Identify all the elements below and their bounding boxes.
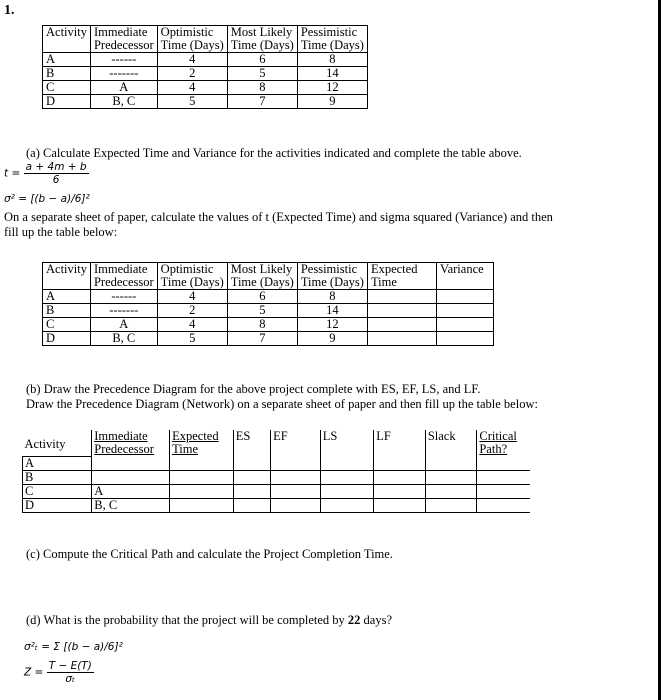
- table-row: B ------- 2 5 14: [43, 304, 494, 318]
- formula-sigma-t: σ²ₜ = Σ [(b − a)/6]²: [24, 641, 123, 653]
- table-row: D B, C 5 7 9: [43, 95, 368, 109]
- header-activity: Activity: [24, 437, 66, 451]
- part-b-line-1: (b) Draw the Precedence Diagram for the above project complete with ES, EF, LS, and LF.: [26, 382, 481, 396]
- variance-cell[interactable]: [436, 290, 493, 304]
- part-b-line-2: Draw the Precedence Diagram (Network) on a separate sheet of paper and then fill up the table below:: [26, 397, 538, 411]
- header-activity: Activity: [43, 263, 91, 290]
- formula-variance: σ² = [(b − a)/6]²: [4, 193, 90, 205]
- expected-cell[interactable]: [367, 318, 436, 332]
- header-predecessor: Immediate Predecessor: [92, 430, 170, 456]
- table-row: D B, C: [23, 498, 531, 512]
- header-most-likely: Most Likely Time (Days): [227, 263, 297, 290]
- header-critical-path: Critical Path?: [477, 430, 530, 456]
- table-row: B: [23, 470, 531, 484]
- table-row: C A 4 8 12: [43, 318, 494, 332]
- header-most-likely: Most Likely Time (Days): [227, 26, 297, 53]
- expected-cell[interactable]: [367, 290, 436, 304]
- header-expected: Expected Time: [367, 263, 436, 290]
- header-pessimistic: Pessimistic Time (Days): [297, 26, 367, 53]
- header-lf: LF: [374, 430, 426, 456]
- expected-cell[interactable]: [367, 304, 436, 318]
- table-row: C A: [23, 484, 531, 498]
- header-optimistic: Optimistic Time (Days): [157, 263, 227, 290]
- header-slack: Slack: [425, 430, 477, 456]
- expected-cell[interactable]: [367, 332, 436, 346]
- formula-z: Z = $\frac{T - E(T)}{\text{σₜ}}$: [24, 660, 92, 685]
- part-a-text: (a) Calculate Expected Time and Variance for the activities indicated and complete the table above.: [26, 146, 522, 160]
- activity-time-table: [42, 25, 368, 109]
- header-ef: EF: [271, 430, 321, 456]
- part-c-text: (c) Compute the Critical Path and calculate the Project Completion Time.: [26, 547, 393, 561]
- table-row: D B, C 5 7 9: [43, 332, 494, 346]
- header-predecessor: Immediate Predecessor: [90, 263, 157, 290]
- header-predecessor: Immediate Predecessor: [90, 26, 157, 53]
- header-es: ES: [233, 430, 270, 456]
- table-row: C A 4 8 12: [43, 81, 368, 95]
- part-d-text: (d) What is the probability that the project will be completed by 22 days?: [26, 613, 392, 627]
- table-row: A ------ 4 6 8: [43, 290, 494, 304]
- table-row: A ------ 4 6 8: [43, 53, 368, 67]
- header-variance: Variance: [436, 263, 493, 290]
- variance-cell[interactable]: [436, 318, 493, 332]
- instruction-line-1: On a separate sheet of paper, calculate the values of t (Expected Time) and sigma squared (Variance) and then: [4, 210, 553, 224]
- variance-cell[interactable]: [436, 304, 493, 318]
- precedence-table: [22, 430, 530, 513]
- question-number: 1.: [4, 3, 15, 18]
- table-row: B ------- 2 5 14: [43, 67, 368, 81]
- header-activity: Activity: [43, 26, 91, 53]
- header-expected-time: Expected Time: [170, 430, 234, 456]
- expected-time-variance-table: [42, 262, 494, 346]
- variance-cell[interactable]: [436, 332, 493, 346]
- header-pessimistic: Pessimistic Time (Days): [297, 263, 367, 290]
- instruction-line-2: fill up the table below:: [4, 225, 118, 239]
- header-ls: LS: [320, 430, 374, 456]
- table-row: A: [23, 456, 531, 470]
- header-optimistic: Optimistic Time (Days): [157, 26, 227, 53]
- formula-expected-time: t = $\frac{a + 4m + b}{6}$: [4, 161, 87, 186]
